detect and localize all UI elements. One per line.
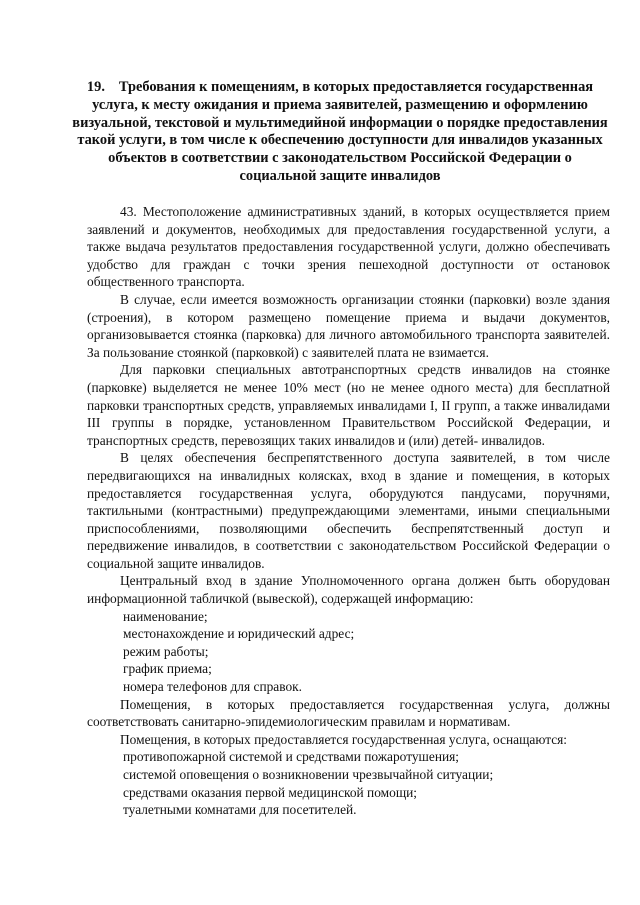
paragraph-accessibility: В целях обеспечения беспрепятственного доступа заявителей, в том числе передвигающихся на инвалидных колясках, вход в здание и помещения, в которых предоставляется государственная услуга, оборудуются пандусами, поручнями, тактильными (контрастными) предупреждающими элементами, иными специальными приспособлениями, позволяющими обеспечить беспрепятственный доступ и передвижение инвалидов, в соответствии с законодательством Российской Федерации о социальной защите инвалидов. <box>87 450 610 571</box>
section-title: Требования к помещениям, в которых предоставляется государственная услуга, к месту ожидания и приема заявителей, размещению и оформлению визуальной, текстовой и мультимедийной информации о порядке предоставления такой услуги, в том числе к обеспечению доступности для инвалидов указанных объектов в соответствии с законодательством Российской Федерации о социальной защите инвалидов <box>72 79 608 184</box>
paragraph-parking: В случае, если имеется возможность организации стоянки (парковки) возле здания (строения), в котором размещено помещение приема и выдачи документов, организовывается стоянка (парковка) для личного автомобильного транспорта заявителей. За пользование стоянкой (парковкой) с заявителей плата не взимается. <box>87 291 610 360</box>
list-item: наименование; <box>123 608 208 624</box>
list-item: средствами оказания первой медицинской помощи; <box>123 784 418 800</box>
list-item: противопожарной системой и средствами пожаротушения; <box>123 749 460 765</box>
document-body <box>87 203 610 819</box>
paragraph-43-location: 43. Местоположение административных зданий, в которых осуществляется прием заявлений и документов, необходимых для предоставления государственной услуги, а также выдача результатов предоставления государственной услуги, должно обеспечивать удобство для граждан с точки зрения пешеходной доступности от остановок общественного транспорта. <box>87 204 610 290</box>
list-item: системой оповещения о возникновении чрезвычайной ситуации; <box>123 767 494 782</box>
list-item: туалетными комнатами для посетителей. <box>123 802 357 818</box>
paragraph-disabled-parking: Для парковки специальных автотранспортных средств инвалидов на стоянке (парковке) выделяется не менее 10% мест (но не менее одного места) для бесплатной парковки транспортных средств, управляемых инвалидами I, II групп, а также инвалидами III группы в порядке, установленном Правительством Российской Федерации, и транспортных средств, перевозящих таких инвалидов и (или) детей- инвалидов. <box>87 362 610 448</box>
list-item: местонахождение и юридический адрес; <box>123 626 355 642</box>
list-item: номера телефонов для справок. <box>123 679 303 695</box>
section-number: 19. <box>86 79 105 95</box>
list-item: график приема; <box>123 661 212 677</box>
section-heading <box>70 79 610 186</box>
paragraph-sanitary: Помещения, в которых предоставляется государственная услуга, должны соответствовать санитарно-эпидемиологическим правилам и нормативам. <box>87 696 610 730</box>
list-item: режим работы; <box>123 643 209 659</box>
paragraph-equipped-with: Помещения, в которых предоставляется государственная услуга, оснащаются: <box>120 731 568 747</box>
paragraph-central-entrance: Центральный вход в здание Уполномоченного органа должен быть оборудован информационной табличкой (вывеской), содержащей информацию: <box>87 573 610 607</box>
